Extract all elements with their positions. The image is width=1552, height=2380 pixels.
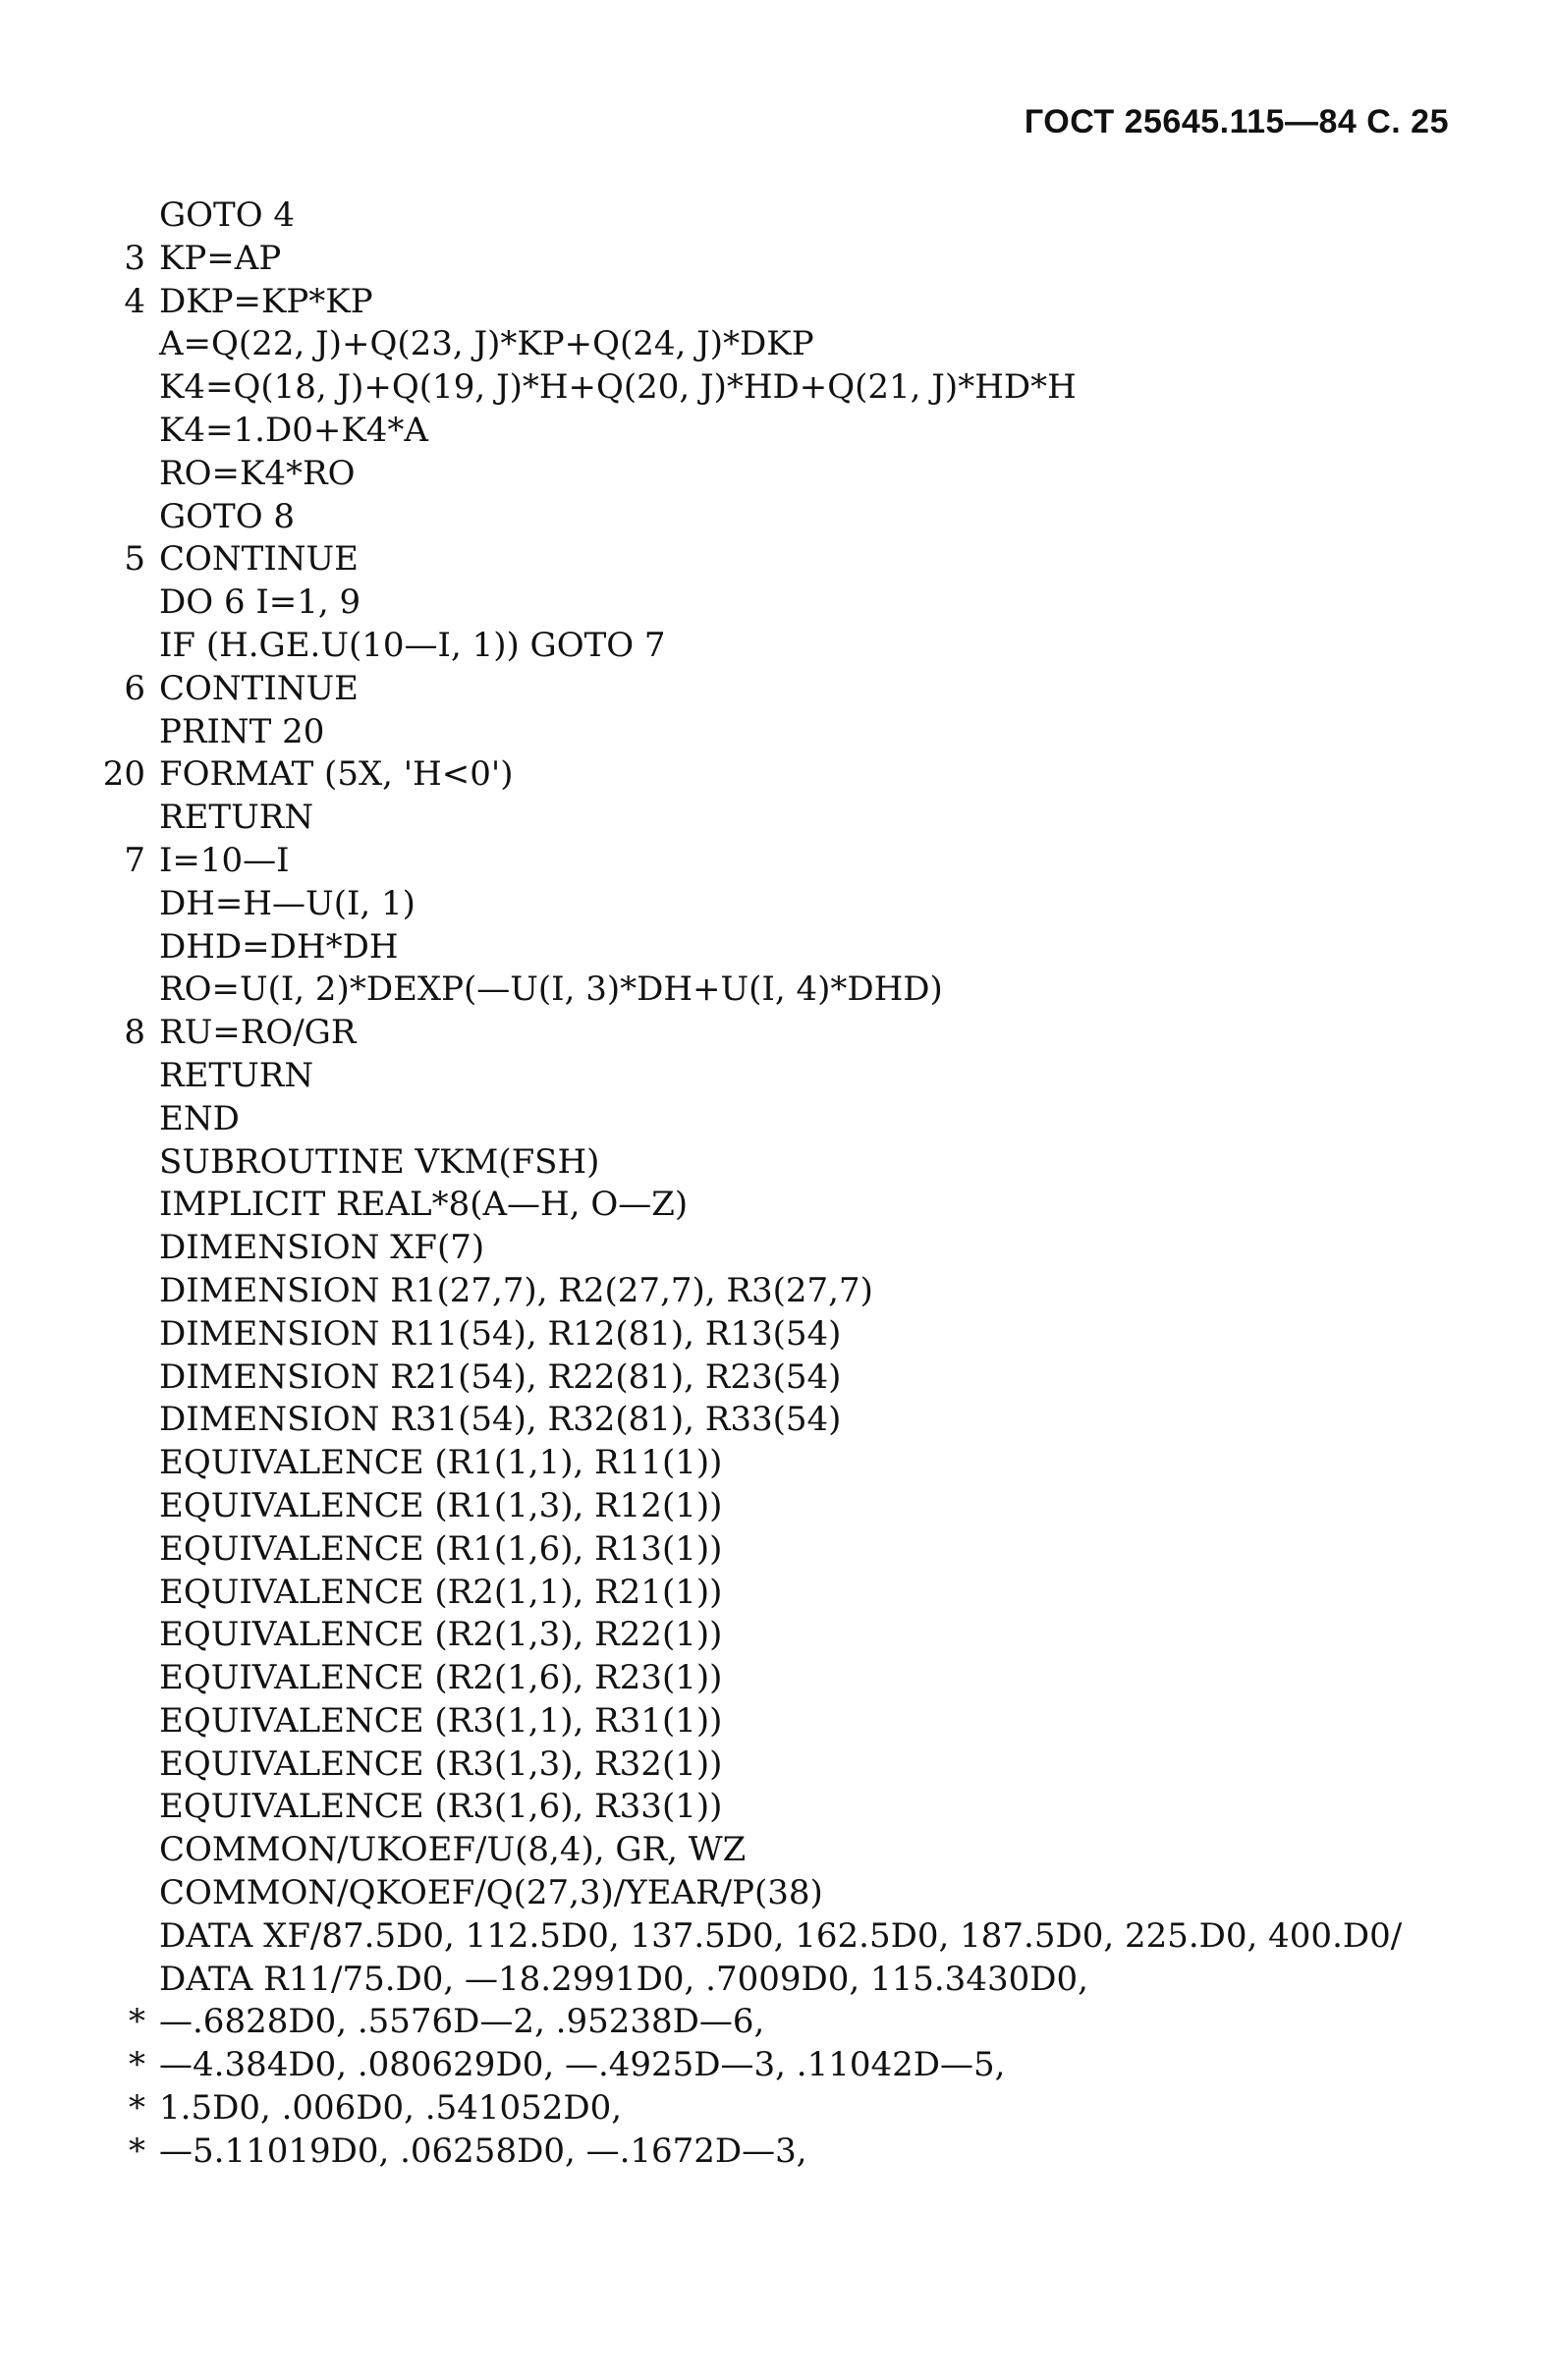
code-line [0, 1786, 1552, 1829]
statement-text: COMMON/QKOEF/Q(27,3)/YEAR/P(38) [159, 1873, 823, 1913]
code-line [0, 840, 1552, 883]
code-listing [0, 194, 1552, 2174]
statement-text: GOTO 4 [159, 195, 296, 235]
statement-text: IMPLICIT REAL*8(A—H, O—Z) [159, 1185, 689, 1225]
code-line [0, 1657, 1552, 1700]
code-line [0, 1959, 1552, 2002]
statement-text: COMMON/UKOEF/U(8,4), GR, WZ [159, 1830, 747, 1870]
statement-text: DIMENSION XF(7) [159, 1228, 485, 1268]
code-line [0, 1442, 1552, 1485]
code-line [0, 2131, 1552, 2174]
code-line [0, 625, 1552, 668]
code-line [0, 1528, 1552, 1572]
statement-text: KP=AP [159, 238, 282, 278]
code-line [0, 1829, 1552, 1872]
statement-text: RO=K4*RO [159, 453, 356, 493]
code-line [0, 1227, 1552, 1270]
code-line [0, 281, 1552, 324]
code-line [0, 1915, 1552, 1959]
statement-text: DATA XF/87.5D0, 112.5D0, 137.5D0, 162.5D0, 187.5D0, 225.D0, 400.D0/ [159, 1915, 1403, 1956]
code-line [0, 1700, 1552, 1743]
statement-label: 5 [124, 539, 145, 580]
statement-text: —5.11019D0, .06258D0, —.1672D—3, [159, 2131, 807, 2171]
page-header: ГОСТ 25645.115—84 С. 25 [1024, 103, 1449, 140]
statement-text: EQUIVALENCE (R2(1,6), R23(1)) [159, 1658, 723, 1698]
code-line [0, 1485, 1552, 1528]
statement-text: RU=RO/GR [159, 1013, 357, 1053]
statement-text: DIMENSION R1(27,7), R2(27,7), R3(27,7) [159, 1270, 873, 1310]
code-line [0, 711, 1552, 754]
code-line [0, 926, 1552, 969]
statement-label: * [129, 2088, 145, 2129]
code-line [0, 1270, 1552, 1313]
code-line [0, 969, 1552, 1012]
statement-text: EQUIVALENCE (R3(1,6), R33(1)) [159, 1787, 723, 1827]
statement-label: 8 [124, 1013, 145, 1053]
statement-text: RO=U(I, 2)*DEXP(—U(I, 3)*DH+U(I, 4)*DHD) [159, 969, 943, 1010]
code-line [0, 1184, 1552, 1227]
statement-text: DIMENSION R21(54), R22(81), R23(54) [159, 1356, 842, 1397]
code-line [0, 1399, 1552, 1442]
statement-text: PRINT 20 [159, 711, 325, 751]
code-line [0, 1572, 1552, 1615]
code-line [0, 238, 1552, 281]
code-line [0, 1872, 1552, 1915]
statement-text: DIMENSION R11(54), R12(81), R13(54) [159, 1313, 842, 1354]
statement-text: K4=Q(18, J)+Q(19, J)*H+Q(20, J)*HD+Q(21, J)*HD*H [159, 367, 1077, 408]
statement-label: 6 [124, 668, 145, 708]
statement-text: RETURN [159, 1055, 314, 1095]
statement-text: DO 6 I=1, 9 [159, 582, 361, 623]
statement-text: CONTINUE [159, 539, 359, 580]
statement-text: I=10—I [159, 840, 290, 880]
statement-text: K4=1.D0+K4*A [159, 410, 428, 450]
code-line [0, 883, 1552, 926]
statement-text: SUBROUTINE VKM(FSH) [159, 1141, 600, 1182]
statement-text: —.6828D0, .5576D—2, .95238D—6, [159, 2002, 765, 2042]
code-line [0, 1098, 1552, 1141]
statement-text: A=Q(22, J)+Q(23, J)*KP+Q(24, J)*DKP [159, 324, 814, 364]
statement-text: DKP=KP*KP [159, 281, 373, 321]
statement-text: RETURN [159, 798, 314, 838]
statement-text: GOTO 8 [159, 496, 296, 536]
statement-text: IF (H.GE.U(10—I, 1)) GOTO 7 [159, 625, 666, 665]
code-line [0, 194, 1552, 238]
statement-text: EQUIVALENCE (R3(1,3), R32(1)) [159, 1743, 723, 1784]
code-line [0, 581, 1552, 625]
code-line [0, 1743, 1552, 1787]
code-line [0, 668, 1552, 711]
code-line [0, 323, 1552, 366]
code-line [0, 753, 1552, 797]
code-line [0, 2087, 1552, 2131]
statement-text: DHD=DH*DH [159, 926, 399, 967]
code-line [0, 2044, 1552, 2087]
statement-label: 3 [124, 238, 145, 278]
code-line [0, 1012, 1552, 1055]
code-line [0, 1055, 1552, 1098]
code-line [0, 2001, 1552, 2044]
statement-text: EQUIVALENCE (R1(1,3), R12(1)) [159, 1485, 723, 1525]
statement-text: END [159, 1098, 240, 1138]
statement-text: EQUIVALENCE (R3(1,1), R31(1)) [159, 1700, 723, 1741]
code-line [0, 1356, 1552, 1400]
statement-text: EQUIVALENCE (R1(1,6), R13(1)) [159, 1528, 723, 1569]
statement-label: * [129, 2131, 145, 2171]
statement-text: EQUIVALENCE (R2(1,1), R21(1)) [159, 1572, 723, 1612]
statement-text: 1.5D0, .006D0, .541052D0, [159, 2088, 623, 2129]
code-line [0, 496, 1552, 539]
code-line [0, 538, 1552, 581]
code-line [0, 797, 1552, 840]
statement-text: CONTINUE [159, 668, 359, 708]
statement-text: —4.384D0, .080629D0, —.4925D—3, .11042D—5, [159, 2045, 1006, 2085]
code-line [0, 1614, 1552, 1657]
statement-label: 20 [102, 754, 145, 795]
code-line [0, 366, 1552, 410]
statement-label: 4 [124, 281, 145, 321]
statement-text: EQUIVALENCE (R2(1,3), R22(1)) [159, 1615, 723, 1655]
code-line [0, 1313, 1552, 1356]
statement-text: DH=H—U(I, 1) [159, 883, 416, 923]
statement-label: * [129, 2002, 145, 2042]
statement-text: DATA R11/75.D0, —18.2991D0, .7009D0, 115.3430D0, [159, 1959, 1088, 1999]
statement-text: DIMENSION R31(54), R32(81), R33(54) [159, 1400, 842, 1440]
code-line [0, 410, 1552, 453]
code-line [0, 1141, 1552, 1185]
statement-label: 7 [124, 840, 145, 880]
statement-text: EQUIVALENCE (R1(1,1), R11(1)) [159, 1443, 723, 1483]
code-line [0, 453, 1552, 496]
statement-text: FORMAT (5X, 'H<0') [159, 754, 514, 795]
statement-label: * [129, 2045, 145, 2085]
